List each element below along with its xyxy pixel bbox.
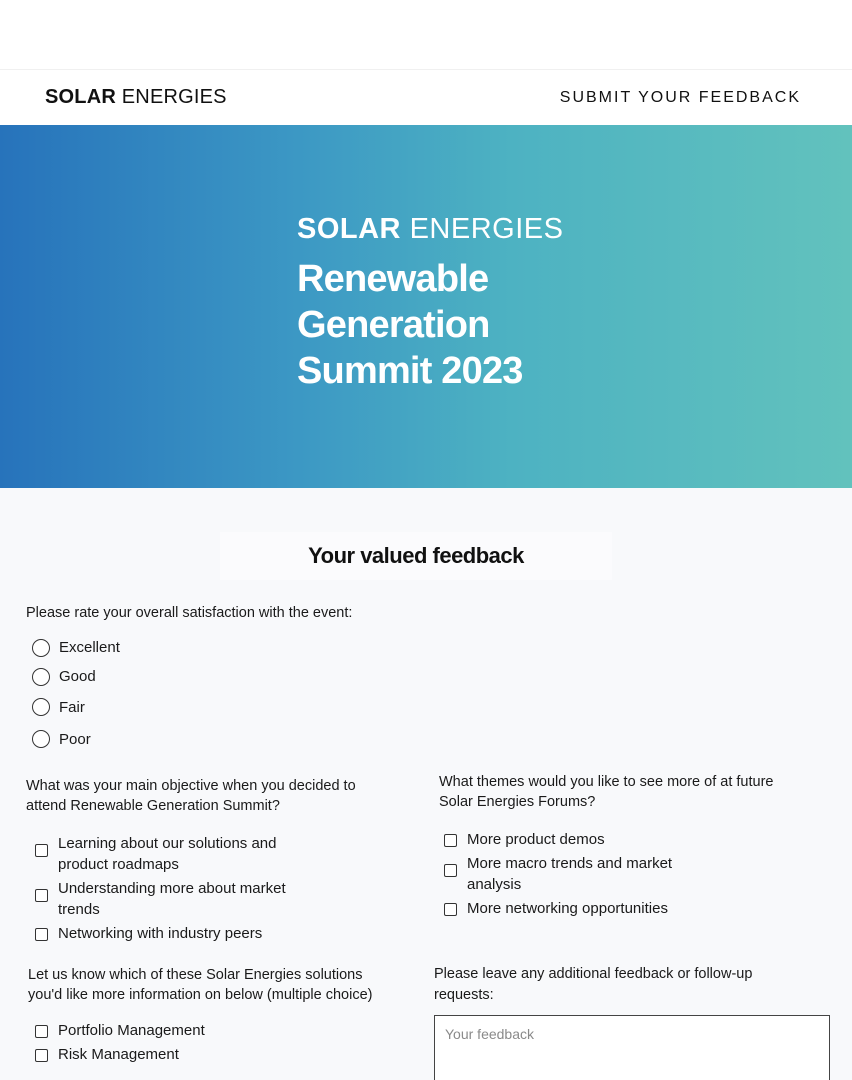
satisfaction-label: Please rate your overall satisfaction with the event: xyxy=(26,605,353,621)
solutions-question xyxy=(28,965,398,1068)
checkbox-option[interactable] xyxy=(26,1044,398,1065)
checkbox[interactable] xyxy=(444,834,457,847)
radio-option-good[interactable] xyxy=(26,662,396,691)
checkbox-option[interactable] xyxy=(26,1020,398,1041)
objective-label: What was your main objective when you decided to attend Renewable Generation Summit? xyxy=(26,778,356,814)
objective-question xyxy=(26,776,396,947)
satisfaction-options xyxy=(26,633,396,755)
navbar xyxy=(0,70,852,125)
checkbox-label: Understanding more about market trends xyxy=(58,880,286,918)
radio-button[interactable] xyxy=(32,668,50,686)
checkbox[interactable] xyxy=(35,928,48,941)
solutions-options xyxy=(26,1020,398,1065)
hero-title: Renewable Generation Summit 2023 xyxy=(297,258,523,392)
radio-button[interactable] xyxy=(32,730,50,748)
checkbox-label: Risk Management xyxy=(58,1046,179,1063)
checkbox-option[interactable] xyxy=(26,923,316,944)
radio-button[interactable] xyxy=(32,698,50,716)
checkbox[interactable] xyxy=(444,864,457,877)
feedback-form xyxy=(0,488,852,1080)
checkbox-option[interactable] xyxy=(26,833,316,875)
radio-label: Excellent xyxy=(59,639,120,656)
checkbox-label: More macro trends and market analysis xyxy=(467,855,673,893)
themes-question xyxy=(439,772,819,922)
checkbox-label: More product demos xyxy=(467,831,605,848)
hero-logo-bold: SOLAR xyxy=(297,213,401,245)
checkbox-option[interactable] xyxy=(26,878,316,920)
radio-label: Good xyxy=(59,668,96,685)
radio-option-excellent[interactable] xyxy=(26,633,396,662)
checkbox-option[interactable] xyxy=(435,898,695,919)
checkbox[interactable] xyxy=(35,844,48,857)
themes-label: What themes would you like to see more of at future Solar Energies Forums? xyxy=(439,774,774,810)
checkbox-label: Networking with industry peers xyxy=(58,925,263,942)
section-title: Your valued feedback xyxy=(308,543,524,568)
hero-logo-light: ENERGIES xyxy=(409,213,564,245)
nav-logo[interactable] xyxy=(45,86,227,109)
checkbox-option[interactable] xyxy=(435,829,695,850)
objective-options xyxy=(26,833,316,944)
checkbox[interactable] xyxy=(35,1049,48,1062)
radio-button[interactable] xyxy=(32,639,50,657)
radio-option-fair[interactable] xyxy=(26,691,396,723)
nav-logo-light: ENERGIES xyxy=(121,86,227,108)
solutions-label: Let us know which of these Solar Energies solutions you'd like more information on below (multiple choice) xyxy=(28,967,373,1003)
radio-label: Poor xyxy=(59,730,91,748)
additional-feedback-question xyxy=(434,964,824,1006)
top-spacer xyxy=(0,0,852,70)
hero-logo xyxy=(297,213,597,246)
section-title-box xyxy=(220,532,612,580)
submit-feedback-link[interactable]: SUBMIT YOUR FEEDBACK xyxy=(559,88,801,106)
nav-logo-bold: SOLAR xyxy=(45,86,116,108)
themes-options xyxy=(435,829,695,919)
satisfaction-question xyxy=(26,603,396,755)
checkbox[interactable] xyxy=(35,889,48,902)
radio-label: Fair xyxy=(59,698,85,716)
hero-content xyxy=(297,213,597,394)
feedback-textarea[interactable] xyxy=(434,1015,830,1080)
radio-option-poor[interactable] xyxy=(26,723,396,755)
checkbox-label: More networking opportunities xyxy=(467,900,668,917)
additional-feedback-label: Please leave any additional feedback or follow-up requests: xyxy=(434,966,753,1003)
checkbox-option[interactable] xyxy=(435,853,695,895)
checkbox-label: Portfolio Management xyxy=(58,1022,205,1039)
checkbox-label: Learning about our solutions and product roadmaps xyxy=(58,835,277,873)
hero-banner xyxy=(0,125,852,488)
checkbox[interactable] xyxy=(35,1025,48,1038)
checkbox[interactable] xyxy=(444,903,457,916)
